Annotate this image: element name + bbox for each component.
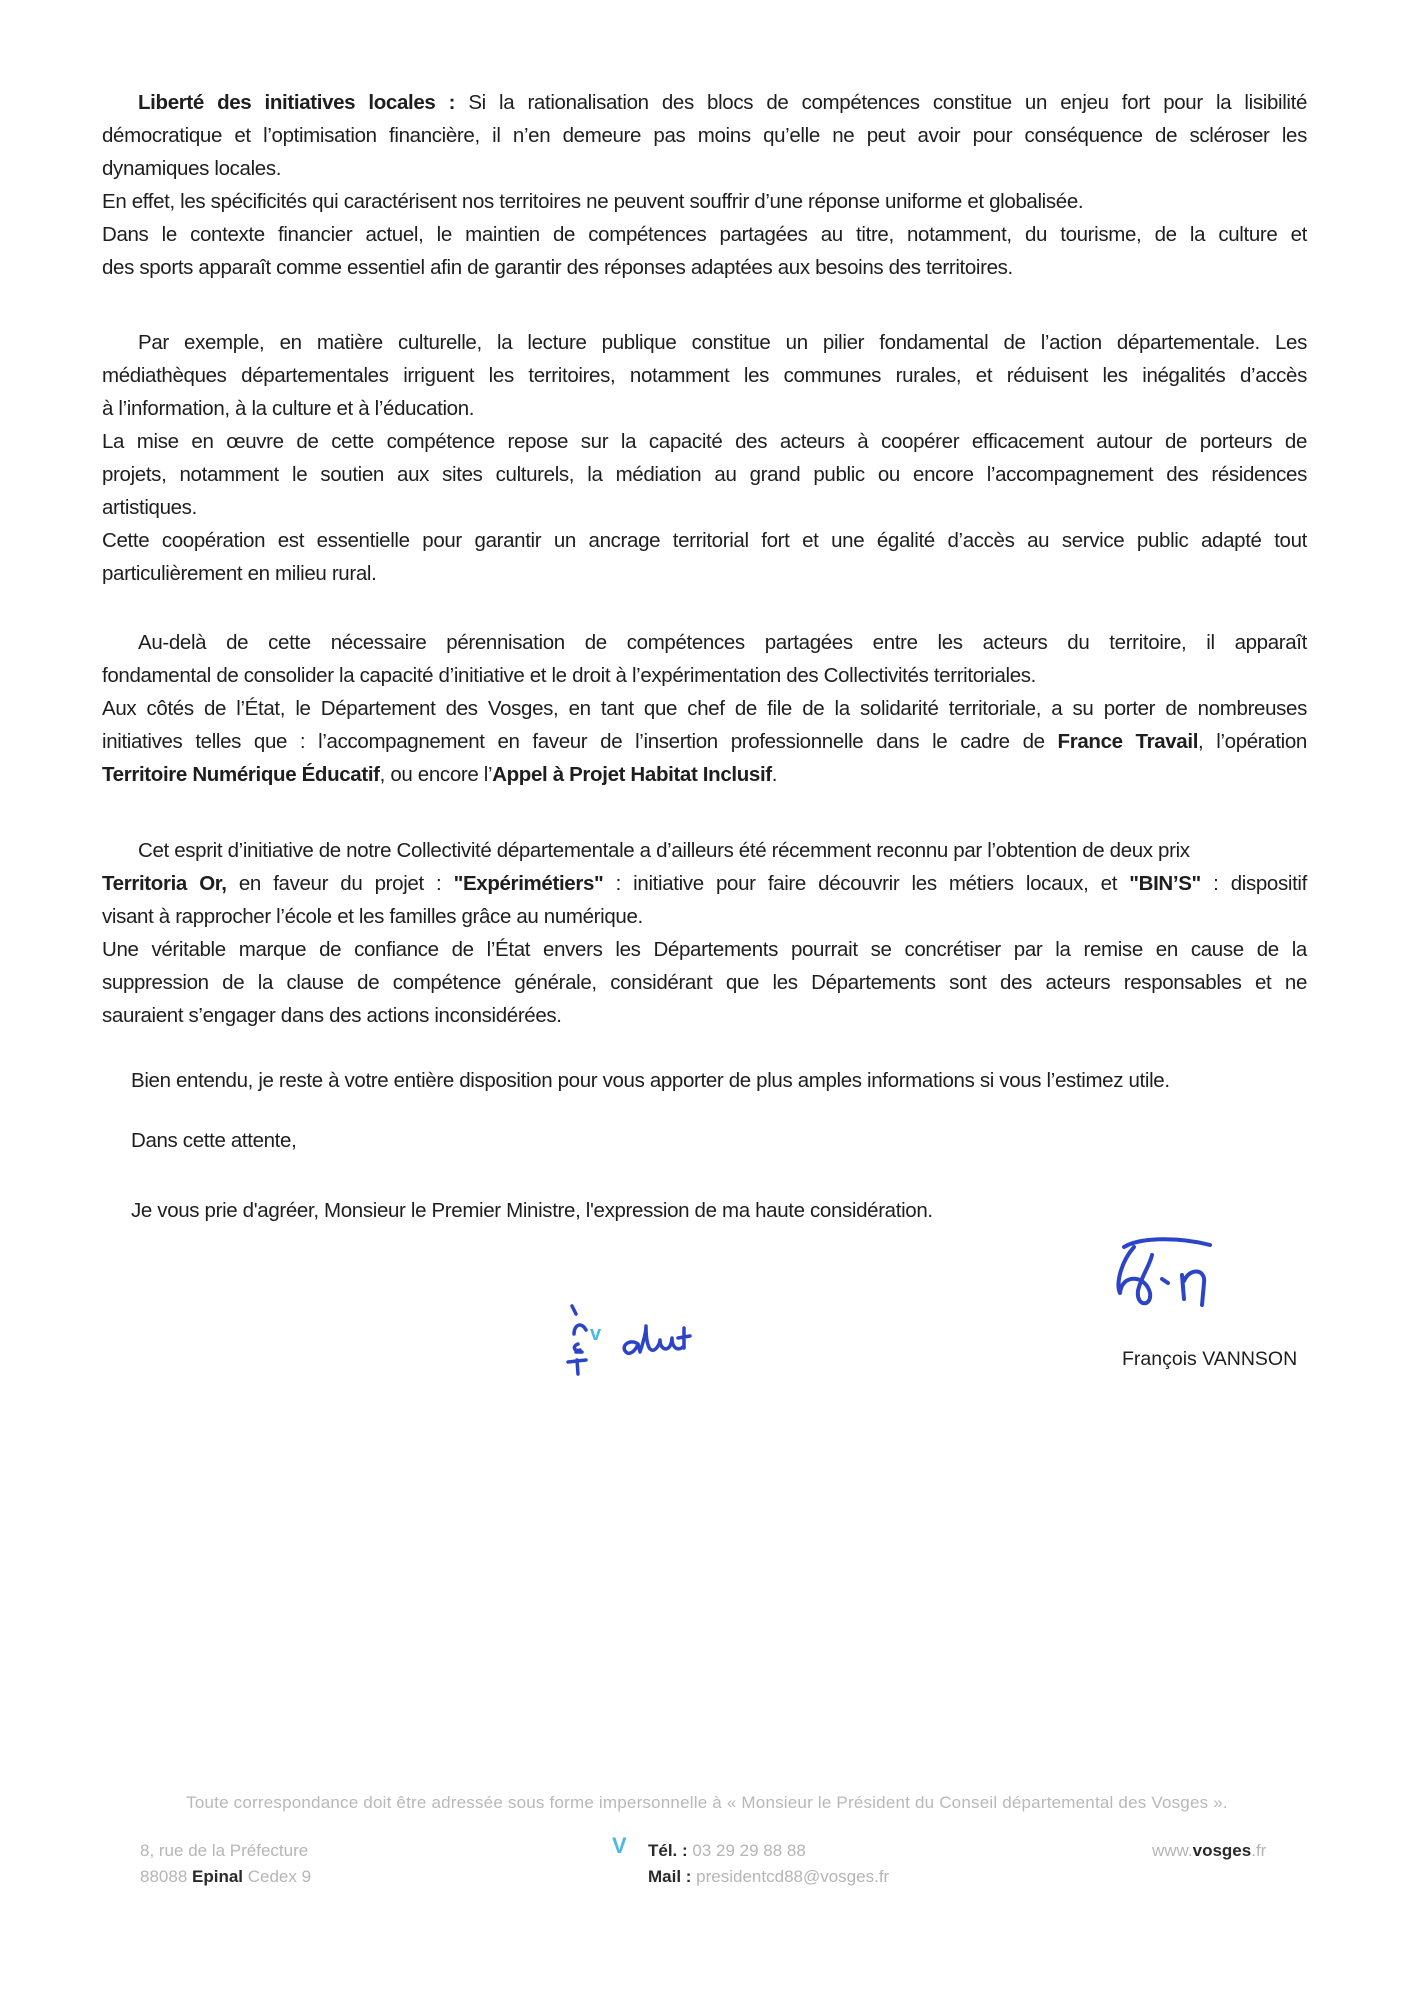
text-segment: initiatives telles que : l’accompagnement en faveur de l’insertion professionnelle dans le cadre de — [102, 730, 1058, 753]
bold-term-territoria: Territoria Or, — [102, 872, 227, 895]
text-segment: : initiative pour faire découvrir les métiers locaux, et — [603, 872, 1130, 895]
paragraph-territoria — [102, 834, 1307, 1032]
text-segment: , l’opération — [1198, 730, 1307, 753]
footer-address — [140, 1838, 311, 1890]
contact-mail — [648, 1864, 889, 1890]
president-signature — [1110, 1235, 1220, 1315]
footer-logo — [612, 1833, 627, 1861]
phone-value: 03 29 29 88 88 — [687, 1841, 806, 1860]
paragraph-line: artistiques. — [102, 496, 197, 519]
handwritten-note — [560, 1300, 760, 1380]
bold-term-habitat-inclusif: Appel à Projet Habitat Inclusif — [492, 763, 772, 786]
paragraph-line: Dans le contexte financier actuel, le maintien de compétences partagées au titre, notamment, du tourisme, de la culture et — [102, 223, 1307, 246]
bold-term-france-travail: France Travail — [1057, 730, 1199, 753]
phone-label: Tél. : — [648, 1841, 688, 1860]
text-segment: , ou encore l’ — [379, 763, 493, 786]
paragraph-experimentation — [102, 626, 1307, 791]
mail-label: Mail : — [648, 1867, 692, 1886]
paragraph-lecture-publique — [102, 326, 1307, 590]
signatory-name: François VANNSON — [1122, 1348, 1298, 1370]
paragraph-line: Une véritable marque de confiance de l’État envers les Départements pourrait se concrétiser par la remise en cause de la — [102, 938, 1307, 961]
paragraph-line: Cet esprit d’initiative de notre Collectivité départementale a d’ailleurs été récemment reconnu par l’obtention de deux prix — [138, 839, 1190, 862]
paragraph-line: Cette coopération est essentielle pour garantir un ancrage territorial fort et une égalité d’accès au service public adapté tout — [102, 529, 1307, 552]
paragraph-line: sauraient s’engager dans des actions inconsidérées. — [102, 1004, 562, 1027]
text-segment: Si la rationalisation des blocs de compétences constitue un enjeu fort pour la lisibilité — [455, 91, 1308, 114]
address-city-line — [140, 1864, 311, 1890]
closing-salutation: Je vous prie d'agréer, Monsieur le Premier Ministre, l'expression de ma haute considération. — [131, 1199, 933, 1222]
paragraph-line: particulièrement en milieu rural. — [102, 562, 377, 585]
paragraph-line — [102, 86, 1307, 119]
paragraph-line: Aux côtés de l’État, le Département des Vosges, en tant que chef de file de la solidarité territoriale, a su porter de nombreuses — [102, 697, 1307, 720]
section-heading-bold: Liberté des initiatives locales : — [138, 91, 456, 114]
text-segment: : dispositif — [1200, 872, 1307, 895]
paragraph-line: La mise en œuvre de cette compétence repose sur la capacité des acteurs à coopérer efficacement autour de porteurs de — [102, 430, 1307, 453]
handwriting-scribble-icon — [560, 1300, 760, 1380]
address-zip: 88088 — [140, 1867, 192, 1886]
paragraph-line: démocratique et l’optimisation financière, il n’en demeure pas moins qu’elle ne peut avoir pour conséquence de scléroser les — [102, 124, 1307, 147]
address-street: 8, rue de la Préfecture — [140, 1841, 309, 1860]
footer-contact — [648, 1838, 889, 1890]
paragraph-line — [102, 758, 1307, 791]
svg-text:v: v — [590, 1323, 602, 1345]
address-city: Epinal — [192, 1867, 244, 1886]
paragraph-line: à l’information, à la culture et à l’éducation. — [102, 397, 475, 420]
text-segment: en faveur du projet : — [226, 872, 454, 895]
mail-link[interactable]: presidentcd88@vosges.fr — [691, 1867, 890, 1886]
paragraph-line: fondamental de consolider la capacité d’initiative et le droit à l’expérimentation des Collectivités territoriales. — [102, 664, 1037, 687]
paragraph-line: Au-delà de cette nécessaire pérennisation de compétences partagées entre les acteurs du territoire, il apparaît — [138, 631, 1307, 654]
signature-icon — [1110, 1235, 1220, 1315]
paragraph-line: visant à rapprocher l’école et les familles grâce au numérique. — [102, 905, 643, 928]
web-suffix: .fr — [1251, 1841, 1267, 1860]
bold-term-experimetiers: "Expérimétiers" — [453, 872, 604, 895]
web-domain: vosges — [1192, 1841, 1252, 1860]
web-prefix: www. — [1152, 1841, 1193, 1860]
paragraph-line: des sports apparaît comme essentiel afin de garantir des réponses adaptées aux besoins des territoires. — [102, 256, 1013, 279]
paragraph-line: suppression de la clause de compétence générale, considérant que les Départements sont des acteurs responsables et ne — [102, 971, 1307, 994]
closing-waiting: Dans cette attente, — [131, 1129, 297, 1152]
paragraph-line: projets, notamment le soutien aux sites culturels, la médiation au grand public ou encore l’accompagnement des résidences — [102, 463, 1307, 486]
paragraph-line — [102, 725, 1307, 758]
footer-website[interactable] — [1152, 1838, 1266, 1864]
bold-term-bins: "BIN’S" — [1129, 872, 1201, 895]
bold-term-tne: Territoire Numérique Éducatif — [102, 763, 380, 786]
closing-availability: Bien entendu, je reste à votre entière disposition pour vous apporter de plus amples informations si vous l’estimez utile. — [131, 1069, 1170, 1092]
paragraph-line: médiathèques départementales irriguent les territoires, notamment les communes rurales, et réduisent les inégalités d’accès — [102, 364, 1307, 387]
paragraph-line: Par exemple, en matière culturelle, la lecture publique constitue un pilier fondamental de l’action départementale. Les — [138, 331, 1307, 354]
address-cedex: Cedex 9 — [243, 1867, 312, 1886]
footer-correspondence-notice: Toute correspondance doit être adressée sous forme impersonnelle à « Monsieur le Président du Conseil départemental des Vosges ». — [186, 1793, 1228, 1812]
text-segment: . — [771, 763, 778, 786]
paragraph-line — [102, 867, 1307, 900]
contact-phone — [648, 1838, 889, 1864]
paragraph-line: dynamiques locales. — [102, 157, 282, 180]
paragraph-liberte-initiatives — [102, 86, 1307, 284]
vosges-v-logo-icon: V — [612, 1833, 627, 1858]
paragraph-line: En effet, les spécificités qui caractérisent nos territoires ne peuvent souffrir d’une réponse uniforme et globalisée. — [102, 190, 1084, 213]
